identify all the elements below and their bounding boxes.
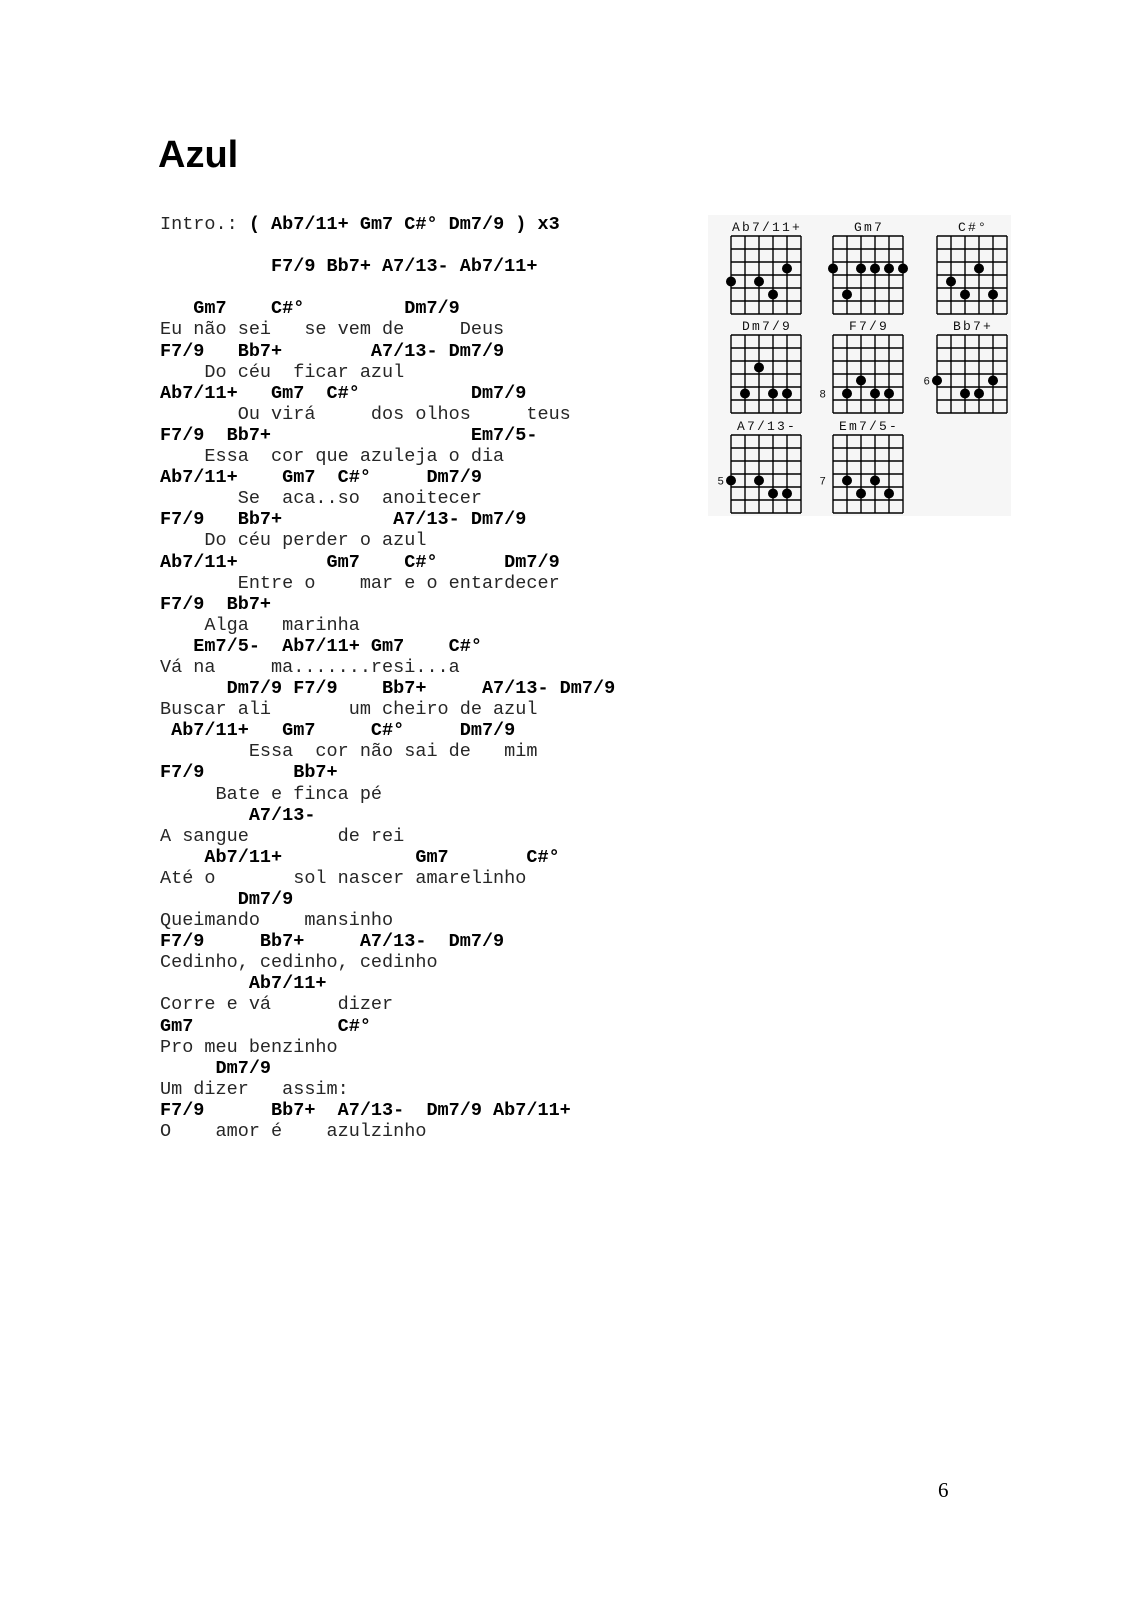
finger-dot xyxy=(726,277,736,287)
chord-diagram-label: Bb7+ xyxy=(952,319,994,334)
intro-label: Intro.: xyxy=(160,214,238,235)
finger-dot xyxy=(768,290,778,300)
finger-dot xyxy=(856,376,866,386)
base-fret-label: 5 xyxy=(717,476,724,489)
lyric-line: Se aca..so anoitecer xyxy=(160,488,482,510)
base-fret-label: 7 xyxy=(819,476,826,489)
chord-line: F7/9 Bb7+ A7/13- Dm7/9 Ab7/11+ xyxy=(160,1099,571,1121)
chord-line: F7/9 Bb7+ xyxy=(160,762,338,784)
base-fret-label: 8 xyxy=(819,389,826,402)
lyric-line: Bate e finca pé xyxy=(160,783,383,805)
finger-dot xyxy=(946,277,956,287)
lyric-line: Do céu perder o azul xyxy=(160,530,427,552)
finger-dot xyxy=(740,389,750,399)
finger-dot xyxy=(974,264,984,274)
lyric-line: Eu não sei se vem de Deus xyxy=(160,319,505,341)
finger-dot xyxy=(884,489,894,499)
finger-dot xyxy=(768,489,778,499)
intro-turnaround-line: F7/9 Bb7+ A7/13- Ab7/11+ xyxy=(160,256,538,278)
chord-line: A7/13- xyxy=(160,804,316,826)
finger-dot xyxy=(960,389,970,399)
chord-line: Ab7/11+ Gm7 C#° Dm7/9 xyxy=(160,467,482,489)
finger-dot xyxy=(960,290,970,300)
chord-line: Dm7/9 xyxy=(160,1057,272,1079)
finger-dot xyxy=(898,264,908,274)
lyric-line: Queimando mansinho xyxy=(160,910,394,932)
chord-diagram-label: F7/9 xyxy=(848,319,890,334)
lyric-line: Buscar ali um cheiro de azul xyxy=(160,699,538,721)
finger-dot xyxy=(842,290,852,300)
chord-line: Ab7/11+ Gm7 C#° Dm7/9 xyxy=(160,382,527,404)
finger-dot xyxy=(932,376,942,386)
lyric-line: A sangue de rei xyxy=(160,825,405,847)
page-number: 6 xyxy=(938,1478,949,1502)
chord-diagram-label: Dm7/9 xyxy=(741,319,793,334)
finger-dot xyxy=(842,476,852,486)
finger-dot xyxy=(856,264,866,274)
finger-dot xyxy=(828,264,838,274)
intro-chords: ( Ab7/11+ Gm7 C#° Dm7/9 ) x3 xyxy=(248,214,560,235)
chord-line: Ab7/11+ Gm7 C#° xyxy=(160,846,560,868)
finger-dot xyxy=(782,264,792,274)
chord-diagram-label: Gm7 xyxy=(853,220,885,235)
finger-dot xyxy=(726,476,736,486)
lyric-line: Até o sol nascer amarelinho xyxy=(160,867,527,889)
chord-line: Ab7/11+ Gm7 C#° Dm7/9 xyxy=(160,551,560,573)
chord-line: F7/9 Bb7+ xyxy=(160,593,272,615)
chord-sheet xyxy=(160,214,615,1142)
finger-dot xyxy=(842,389,852,399)
finger-dot xyxy=(754,476,764,486)
chord-line: Dm7/9 F7/9 Bb7+ A7/13- Dm7/9 xyxy=(160,678,616,700)
finger-dot xyxy=(870,476,880,486)
lyric-line: Vá na ma.......resi...a xyxy=(160,656,460,678)
chord-diagram-label: Ab7/11+ xyxy=(731,220,803,235)
lyric-line: Essa cor que azuleja o dia xyxy=(160,446,505,468)
lyric-line: Do céu ficar azul xyxy=(160,361,405,383)
lyric-line: Pro meu benzinho xyxy=(160,1036,338,1058)
chord-line: Ab7/11+ xyxy=(160,973,327,995)
finger-dot xyxy=(754,277,764,287)
song-title: Azul xyxy=(158,134,239,176)
finger-dot xyxy=(988,290,998,300)
finger-dot xyxy=(870,389,880,399)
finger-dot xyxy=(884,264,894,274)
chord-line: Ab7/11+ Gm7 C#° Dm7/9 xyxy=(160,720,516,742)
finger-dot xyxy=(782,489,792,499)
chord-line: Gm7 C#° xyxy=(160,1015,371,1037)
chord-line: Em7/5- Ab7/11+ Gm7 C#° xyxy=(160,635,482,657)
lyric-line: Alga marinha xyxy=(160,614,360,636)
finger-dot xyxy=(988,376,998,386)
finger-dot xyxy=(884,389,894,399)
lyric-line: Um dizer assim: xyxy=(160,1078,349,1100)
blank-line xyxy=(160,277,615,298)
lyric-line: Cedinho, cedinho, cedinho xyxy=(160,952,438,974)
chord-line: Gm7 C#° Dm7/9 xyxy=(160,298,460,320)
chord-diagram-panel xyxy=(700,205,1020,525)
lyric-line: Essa cor não sai de mim xyxy=(160,741,538,763)
chord-diagram-label: Em7/5- xyxy=(838,419,900,434)
lyric-line: O amor é azulzinho xyxy=(160,1121,427,1143)
finger-dot xyxy=(856,489,866,499)
base-fret-label: 6 xyxy=(923,376,930,389)
chord-line: F7/9 Bb7+ A7/13- Dm7/9 xyxy=(160,340,505,362)
finger-dot xyxy=(754,363,764,373)
chord-diagram-label: C#° xyxy=(957,220,989,235)
intro-line xyxy=(160,214,615,235)
finger-dot xyxy=(870,264,880,274)
blank-line xyxy=(160,235,615,256)
lyric-line: Ou virá dos olhos teus xyxy=(160,403,571,425)
lyric-line: Corre e vá dizer xyxy=(160,994,394,1016)
finger-dot xyxy=(768,389,778,399)
chord-diagram-label: A7/13- xyxy=(736,419,798,434)
finger-dot xyxy=(782,389,792,399)
lyric-line: Entre o mar e o entardecer xyxy=(160,572,560,594)
chord-line: F7/9 Bb7+ Em7/5- xyxy=(160,424,538,446)
chord-line: F7/9 Bb7+ A7/13- Dm7/9 xyxy=(160,931,505,953)
chord-line: F7/9 Bb7+ A7/13- Dm7/9 xyxy=(160,509,527,531)
finger-dot xyxy=(974,389,984,399)
chord-line: Dm7/9 xyxy=(160,889,294,910)
